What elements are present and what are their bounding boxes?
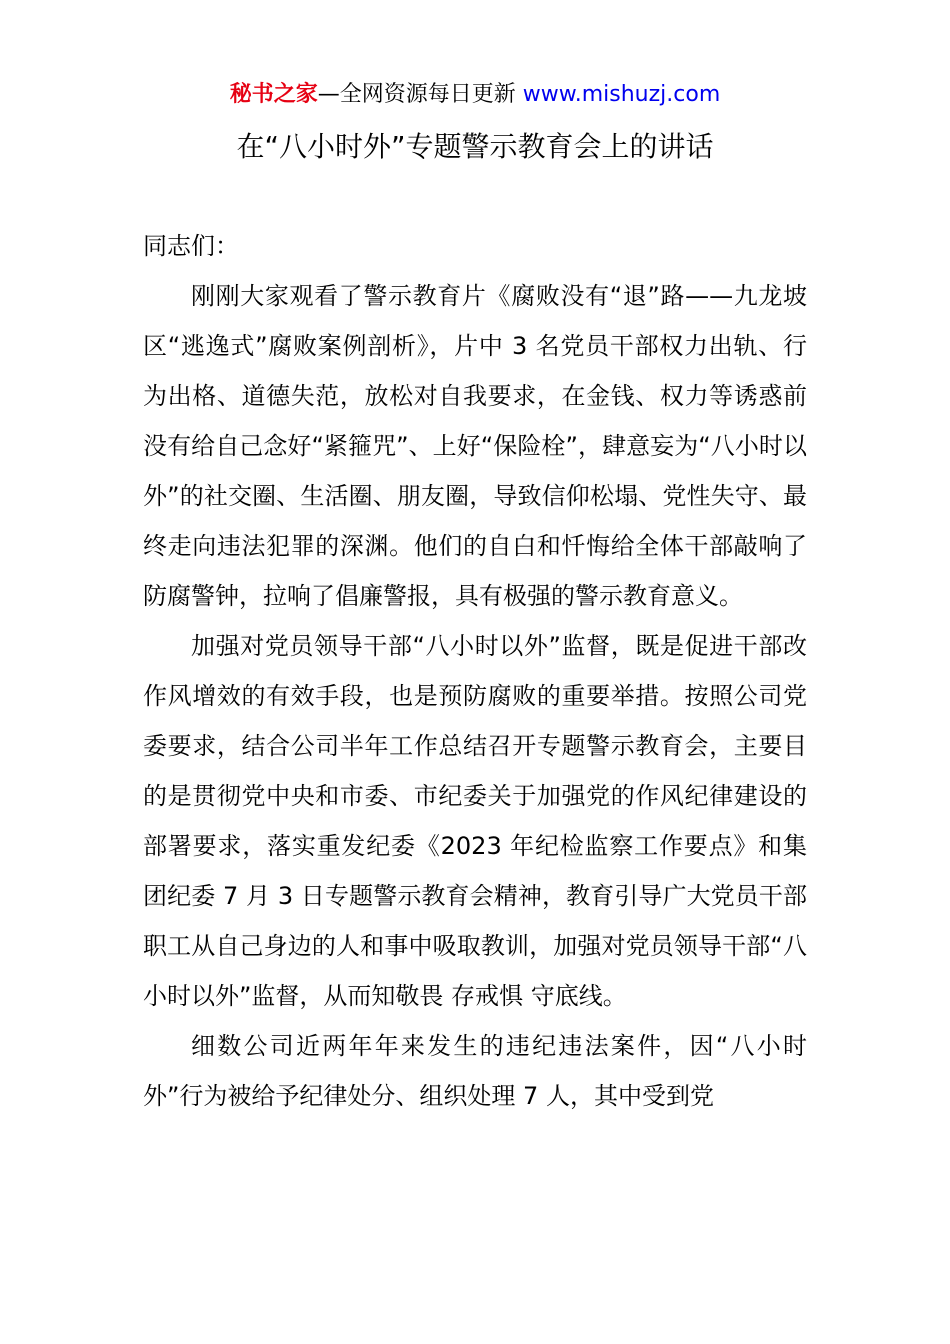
paragraph: 刚刚大家观看了警示教育片《腐败没有“退”路——九龙坡区“逃逸式”腐败案例剖析》，片中 3 名党员干部权力出轨、行为出格、道德失范，放松对自我要求，在金钱、权力等诱惑前没有给自己念好“紧箍咒”、上好“保险栓”，肆意妄为“八小时以外”的社交圈、生活圈、朋友圈，导致信仰松塌、党性失守、最终走向违法犯罪的深渊。他们的自白和忏悔给全体干部敲响了防腐警钟，拉响了倡廉警报，具有极强的警示教育意义。 [143,282,807,610]
document-body [143,221,807,1121]
site-brand: 秘书之家 [229,82,318,107]
paragraph: 加强对党员领导干部“八小时以外”监督，既是促进干部改作风增效的有效手段，也是预防腐败的重要举措。按照公司党委要求，结合公司半年工作总结召开专题警示教育会，主要目的是贯彻党中央和市委、市纪委关于加强党的作风纪律建设的部署要求，落实重发纪委《2023 年纪检监察工作要点》和集团纪委 7 月 3 日专题警示教育会精神，教育引导广大党员干部职工从自己身边的人和事中吸取教训，加强对党员领导干部“八小时以外”监督，从而知敬畏 存戒惧 守底线。 [143,632,807,1010]
paragraph: 细数公司近两年年来发生的违纪违法案件，因“八小时外”行为被给予纪律处分、组织处理 7 人，其中受到党 [143,1032,807,1110]
site-header [0,80,950,110]
salutation: 同志们： [143,232,239,260]
site-url-link[interactable]: www.mishuzj.com [522,82,721,107]
site-tagline: —全网资源每日更新 [317,82,523,107]
document-title: 在“八小时外”专题警示教育会上的讲话 [236,130,714,163]
